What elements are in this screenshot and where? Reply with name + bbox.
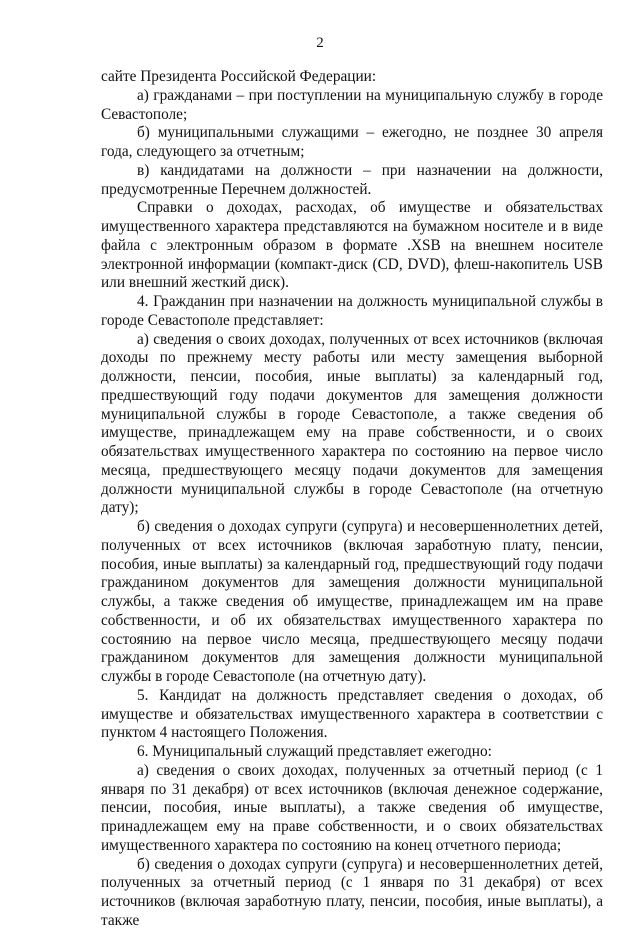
paragraph-continuation: сайте Президента Российской Федерации: [101, 68, 377, 85]
paragraph-section-6: 6. Муниципальный служащий представляет ежегодно: [137, 743, 492, 760]
paragraph-section-4: 4. Гражданин при назначении на должность муниципальной службы в городе Севастополе представляет: [101, 293, 603, 329]
document-body [101, 68, 603, 931]
paragraph-item-b-employees: б) муниципальными служащими – ежегодно, не позднее 30 апреля года, следующего за отчетным; [101, 124, 603, 160]
paragraph-section-6-b: б) сведения о доходах супруги (супруга) и несовершеннолетних детей, полученных за отчетный период (с 1 января по 31 декабря) от всех источников (включая заработную плату, пенсии, пособия, иные выплаты), а также [101, 855, 603, 929]
paragraph-section-4-a: а) сведения о своих доходах, полученных от всех источников (включая доходы по прежнему месту работы или месту замещения выборной должности, пенсии, пособия, иные выплаты) за календарный год, предшествующий году подачи документов для замещения должности муниципальной службы в городе Севастополе, а также сведения об имуществе, принадлежащем ему на праве собственности, и о своих обязательствах имущественного характера по состоянию на первое число месяца, предшествующего месяцу подачи документов для замещения должности муниципальной службы в городе Севастополе (на отчетную дату); [101, 330, 603, 517]
page-number: 2 [316, 35, 324, 51]
paragraph-section-6-a: а) сведения о своих доходах, полученных за отчетный период (с 1 января по 31 декабря) от всех источников (включая денежное содержание, пенсии, пособия, иные выплаты), а также сведения об имуществе, принадлежащем ему на праве собственности, и о своих обязательствах имущественного характера по состоянию на конец отчетного периода; [101, 761, 603, 854]
paragraph-item-v-candidates: в) кандидатами на должности – при назначении на должности, предусмотренные Перечнем должностей. [101, 161, 603, 198]
paragraph-section-5: 5. Кандидат на должность представляет сведения о доходах, об имуществе и обязательствах имущественного характера в соответствии с пунктом 4 настоящего Положения. [101, 686, 603, 742]
paragraph-section-4-b: б) сведения о доходах супруги (супруга) и несовершеннолетних детей, полученных от всех источников (включая заработную плату, пенсии, пособия, иные выплаты) за календарный год, предшествующий году подачи гражданином документов для замещения должности муниципальной службы, а также сведения об имуществе, принадлежащем им на праве собственности, и об их обязательствах имущественного характера по состоянию на первое число месяца, предшествующего месяцу подачи гражданином документов для замещения должности муниципальной службы в городе Севастополе (на отчетную дату). [101, 518, 603, 685]
paragraph-item-a-citizens: а) гражданами – при поступлении на муниципальную службу в городе Севастополе; [101, 86, 603, 123]
paragraph-reports-format: Справки о доходах, расходах, об имуществе и обязательствах имущественного характера представляются на бумажном носителе и в виде файла с электронным образом в формате .XSB на внешнем носителе электронной информации (компакт-диск (CD, DVD), флеш-накопитель USB или внешний жесткий диск). [101, 199, 603, 292]
